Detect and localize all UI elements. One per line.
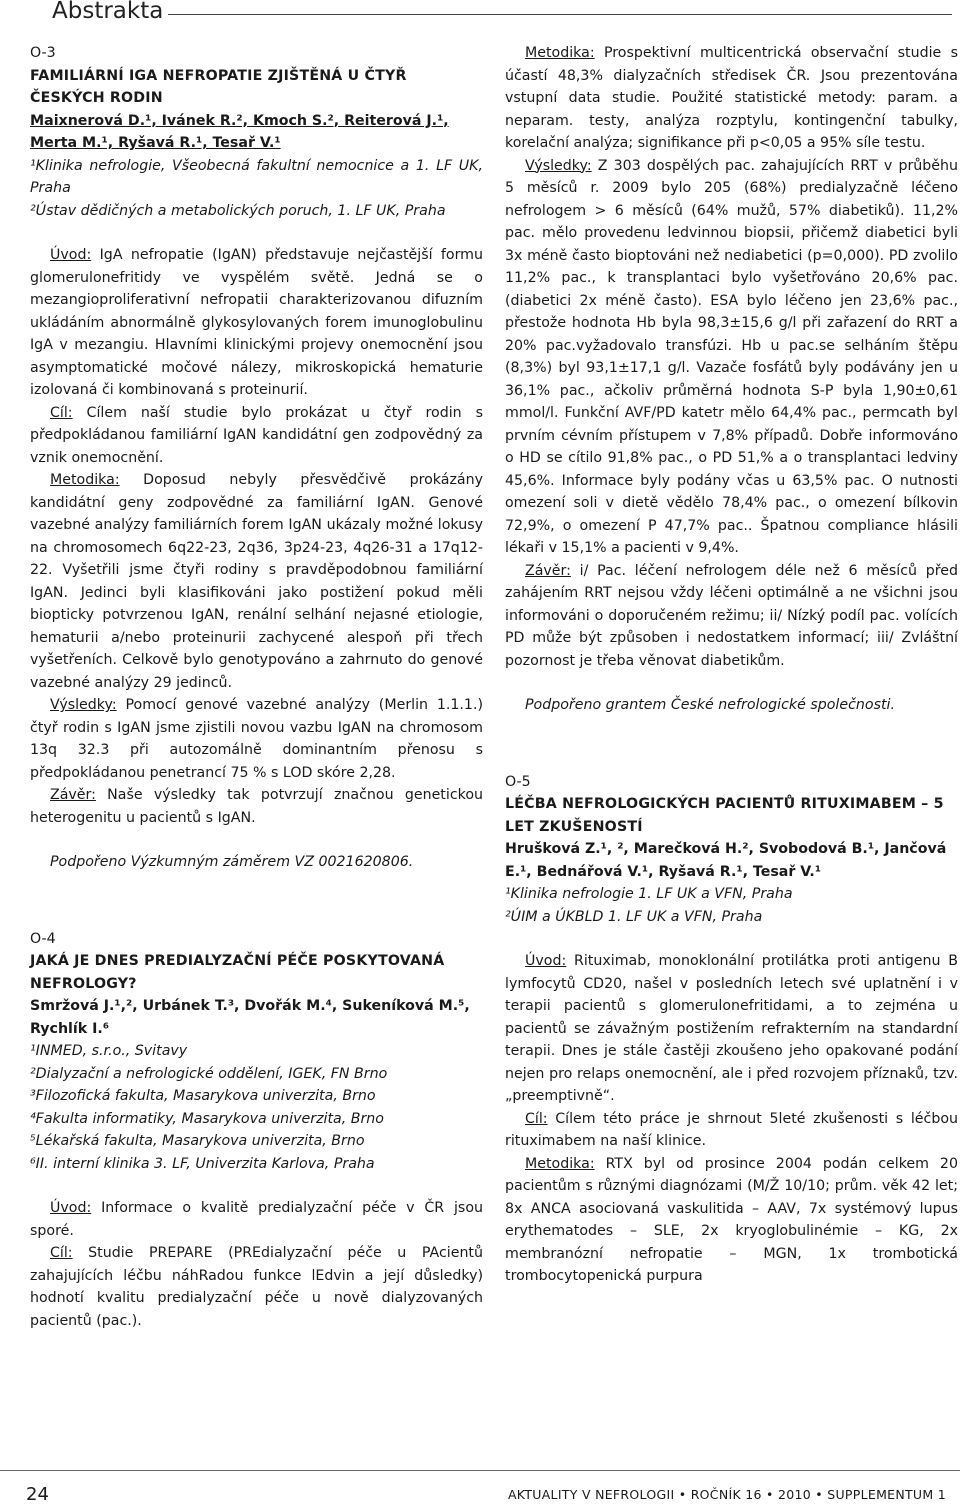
- abstract-o3: [30, 42, 483, 874]
- paragraph-metodika: [505, 1153, 958, 1288]
- abstract-authors: [30, 995, 483, 1040]
- abstract-code: O-3: [30, 45, 56, 61]
- affiliation: ¹Klinika nefrologie, Všeobecná fakultní nemocnice a 1. LF UK, Praha: [30, 157, 483, 196]
- paragraph-uvod: [30, 244, 483, 402]
- label-uvod: Úvod:: [50, 247, 92, 263]
- text-cil: Cílem této práce je shrnout 5leté zkušenosti s léčbou rituximabem na naší klinice.: [505, 1110, 958, 1149]
- paragraph-zaver: [30, 784, 483, 829]
- text-uvod: Rituximab, monoklonální protilátka proti antigenu B lymfocytů CD20, našel v posledních letech své uplatnění i v terapii pacientů s glomerulonefritidami, a to zejména u pacientů se závažným postižením refrakterním na standardní terapii. Dnes je stále častěji zkoušeno jeho opakované podání nejen pro relaps onemocnění, ale i před rozvojem příznaků, tzv. „preemptivně“.: [505, 953, 958, 1104]
- abstract-title: JAKÁ JE DNES PREDIALYZAČNÍ PÉČE POSKYTOVANÁ NEFROLOGY?: [30, 953, 445, 992]
- abstract-o4-continued: [505, 42, 958, 717]
- paragraph-uvod: [505, 950, 958, 1108]
- abstract-authors: [505, 838, 958, 883]
- spacer: [505, 928, 958, 950]
- label-zaver: Závěr:: [50, 787, 96, 803]
- text-zaver: i/ Pac. léčení nefrologem déle než 6 měsíců před zahájením RRT nejsou vždy léčeni optimálně a ne všichni jsou informováni o doporučeném režimu; ii/ Nízký podíl pac. volících PD může být způsoben i nedostatkem informací; iii/ Zvláštní pozornost je třeba věnovat diabetikům.: [505, 562, 958, 669]
- journal-info: [508, 1487, 946, 1502]
- paragraph-zaver: [505, 560, 958, 673]
- spacer: [30, 874, 483, 928]
- journal-name: AKTUALITY V NEFROLOGII: [507, 1487, 675, 1502]
- spacer: [505, 717, 958, 771]
- abstract-o4: [30, 928, 483, 1333]
- paragraph-vysledky: [505, 155, 958, 560]
- footer-rule: [0, 1470, 960, 1471]
- page-number: 24: [26, 1484, 49, 1505]
- paragraph-cil: [30, 1242, 483, 1332]
- text-vysledky: Z 303 dospělých pac. zahajujících RRT v průběhu 5 měsíců r. 2009 bylo 205 (68%) predialyzačně léčeno nefrologem > 6 měsíců (64% mužů, 57% diabetiků). 11,2% pac. mělo provedenu ledvinnou biopsii, přičemž diabetici byli 3x méně často bioptováni než nediabetici (p=0,000). PD zvolilo 11,2% pac., k transplantaci bylo vyšetřováno 20,6% pac. (diabetici 2x méně často). ESA bylo léčeno jen 23,6% pac., přestože hodnota Hb byla 98,3±15,6 g/l při zařazení do RRT a 20% pac.vyžadovalo transfúzi. Hb u pac.se selháním štěpu (8,3%) byl 93,1±17,1 g/l. Vazače fosfátů byly podávány jen u 36,1% pac., ačkoliv průměrná hodnota S-P byla 1,90±0,61 mmol/l. Funkční AVF/PD katetr mělo 64,4% pac., permcath byl prvním cévním přístupem v 7,8% případů. Dobře informováno o HD se cítilo 91,8% pac., o PD 51,% a o transplantaci ledviny 45,6%. Informace byly podány včas u 63,5% pac. O nutnosti omezení soli v dietě vědělo 78,4% pac., o omezení bílkovin 72,9%, o omezení P 47,7% pac.. Špatnou compliance hlásili lékaři v 15,1% a pacienti v 9,4%.: [505, 157, 958, 556]
- left-column: [30, 42, 483, 1332]
- affiliation: ¹Klinika nefrologie 1. LF UK a VFN, Praha: [505, 886, 793, 902]
- label-uvod: Úvod:: [50, 1200, 92, 1216]
- abstract-authors: [30, 110, 483, 155]
- separator-dot: •: [766, 1487, 774, 1502]
- label-vysledky: Výsledky:: [525, 157, 592, 174]
- text-cil: Cílem naší studie bylo prokázat u čtyř rodin s předpokládanou familiární IgAN kandidátní gen zodpovědný za vznik onemocnění.: [30, 404, 483, 466]
- authors-text: Maixnerová D.¹, Ivánek R.², Kmoch S.², Reiterová J.¹, Merta M.¹, Ryšavá R.¹, Tesař V.¹: [30, 112, 449, 151]
- text-uvod: Informace o kvalitě predialyzační péče v ČR jsou sporé.: [30, 1200, 483, 1239]
- page-footer: [0, 1470, 960, 1505]
- paragraph-metodika: [30, 469, 483, 694]
- label-vysledky: Výsledky:: [50, 697, 117, 713]
- affiliation: ²Ústav dědičných a metabolických poruch, 1. LF UK, Praha: [30, 202, 446, 219]
- support-note: Podpořeno Výzkumným záměrem VZ 0021620806.: [50, 854, 414, 870]
- spacer: [505, 672, 958, 694]
- text-cil: Studie PREPARE (PREdialyzační péče u PAcientů zahajujících léčbu náhRadou funkce lEdvin a její důsledky) hodnotí kvalitu predialyzační péče u nově dialyzovaných pacientů (pac.).: [30, 1245, 483, 1329]
- label-cil: Cíl:: [50, 404, 73, 421]
- header-rule: [168, 14, 952, 15]
- paragraph-metodika: [505, 42, 958, 155]
- paragraph-uvod: [30, 1197, 483, 1242]
- affiliation: ⁵Lékařská fakulta, Masarykova univerzita, Brno: [30, 1133, 365, 1149]
- paragraph-vysledky: [30, 694, 483, 784]
- affiliation: ¹INMED, s.r.o., Svitavy: [30, 1043, 188, 1059]
- paragraph-cil: [505, 1108, 958, 1153]
- paragraph-cil: [30, 402, 483, 470]
- text-vysledky: Pomocí genové vazebné analýzy (Merlin 1.1.1.) čtyř rodin s IgAN jsme zjistili novou vazbu IgAN na chromosom 13q 32.3 při autozomálně dominantním přenosu s předpokládanou penetrancí 75 % s LOD skóre 2,28.: [30, 697, 483, 781]
- right-column: [505, 42, 958, 1288]
- label-metodika: Metodika:: [50, 472, 120, 488]
- text-metodika: RTX byl od prosince 2004 podán celkem 20 pacientům s různými diagnózami (M/Ž 10/10; prům. věk 42 let; 8x ANCA asociovaná vaskulitida – AAV, 7x systémový lupus erythematodes – SLE, 2x kryoglobulinémie – KG, 2x membranózní nefropatie – MGN, 1x trombotická trombocytopenická purpura: [505, 1155, 958, 1284]
- label-metodika: Metodika:: [525, 45, 595, 61]
- support-note: Podpořeno grantem České nefrologické společnosti.: [525, 697, 895, 713]
- affiliation: ⁶II. interní klinika 3. LF, Univerzita Karlova, Praha: [30, 1155, 375, 1172]
- text-metodika: Prospektivní multicentrická observační studie s účastí 48,3% dialyzačních středisek ČR. Jsou prezentována vstupní data studie. Použité statistické metody: param. a neparam. testy, analýza rozptylu, kontingenční tabulky, korelační analýza; signifikance při p<0,05 a 95% síle testu.: [505, 45, 958, 151]
- abstract-title: LÉČBA NEFROLOGICKÝCH PACIENTŮ RITUXIMABEM – 5 LET ZKUŠENOSTÍ: [505, 796, 944, 835]
- authors-text: Smržová J.¹,², Urbánek T.³, Dvořák M.⁴, Sukeníková M.⁵, Rychlík I.⁶: [30, 998, 470, 1037]
- text-metodika: Doposud nebyly přesvědčivě prokázány kandidátní geny zodpovědné za familiární IgAN. Genové vazebné analýzy familiárních forem IgAN ukázaly možné lokusy na chromosomech 6q22-23, 2q36, 3p24-23, 4q26-31 a 17q12-22. Vyšetřili jsme čtyři rodiny s pravděpodobnou familiární IgAN. Jedinci byli klasifikováni jako postižení pokud měli biopticky potvrzenou IgAN, renální selhání nejasné etiologie, hematurii a/nebo proteinurii zachycené alespoň při třech vyšetřeních. Celkově bylo genotypováno a zahrnuto do genové vazebné analýzy 29 jedinců.: [30, 472, 483, 691]
- journal-supplement: SUPPLEMENTUM 1: [822, 1487, 946, 1502]
- abstract-code: O-4: [30, 930, 56, 947]
- spacer: [30, 1175, 483, 1197]
- abstract-code: O-5: [505, 773, 531, 790]
- abstract-title: FAMILIÁRNÍ IGA NEFROPATIE ZJIŠTĚNÁ U ČTYŘ ČESKÝCH RODIN: [30, 67, 407, 106]
- text-uvod: IgA nefropatie (IgAN) představuje nejčastější formu glomerulonefritidy ve vyspělém světě. Jedná se o mezangioproliferativní nefropatii charakterizovanou difuzním ukládáním abnormálně glykosylovaných forem imunoglobulinu IgA v mezangiu. Hlavními klinickými projevy onemocnění jsou asymptomatické močové nálezy, mikroskopická hematurie izolovaná či kombinovaná s proteinurií.: [30, 247, 483, 398]
- journal-year: 2010: [773, 1487, 816, 1502]
- affiliation: ³Filozofická fakulta, Masarykova univerzita, Brno: [30, 1088, 376, 1104]
- text-zaver: Naše výsledky tak potvrzují značnou genetickou heterogenitu u pacientů s IgAN.: [30, 787, 483, 826]
- label-cil: Cíl:: [525, 1110, 548, 1127]
- section-title: Abstrakta: [52, 0, 164, 24]
- label-zaver: Závěr:: [525, 562, 571, 579]
- label-uvod: Úvod:: [525, 953, 567, 969]
- separator-dot: •: [674, 1487, 691, 1502]
- page-header: [0, 0, 960, 32]
- affiliation: ⁴Fakulta informatiky, Masarykova univerzita, Brno: [30, 1110, 384, 1127]
- label-metodika: Metodika:: [525, 1155, 595, 1172]
- spacer: [30, 829, 483, 851]
- authors-text: Hrušková Z.¹, ², Marečková H.², Svobodová B.¹, Jančová E.¹, Bednářová V.¹, Ryšavá R.¹, Tesař V.¹: [505, 841, 947, 880]
- spacer: [30, 222, 483, 244]
- abstract-o5: [505, 771, 958, 1288]
- journal-volume: ROČNÍK 16: [690, 1487, 767, 1502]
- separator-dot: •: [815, 1487, 823, 1502]
- affiliation: ²Dialyzační a nefrologické oddělení, IGEK, FN Brno: [30, 1065, 388, 1082]
- affiliation: ²ÚIM a ÚKBLD 1. LF UK a VFN, Praha: [505, 908, 763, 925]
- label-cil: Cíl:: [50, 1245, 73, 1261]
